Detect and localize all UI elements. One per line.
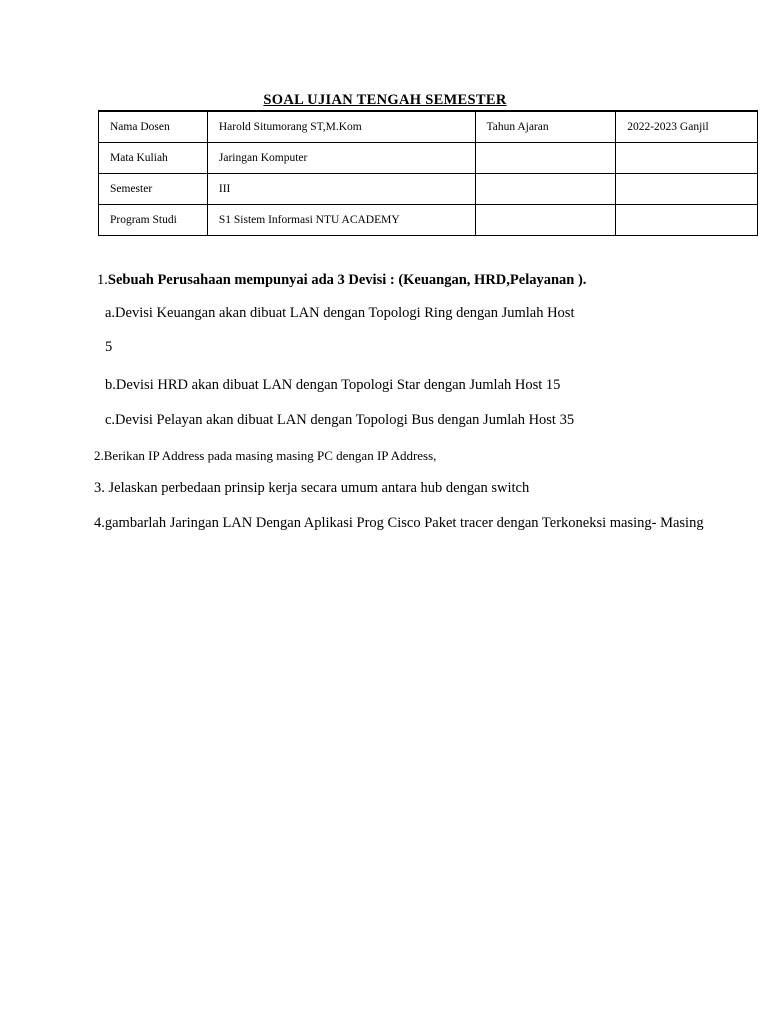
- question-4: 4.gambarlah Jaringan LAN Dengan Aplikasi Prog Cisco Paket tracer dengan Terkoneksi masing- Masing: [94, 515, 704, 531]
- table-row: [99, 111, 758, 142]
- question-3: 3. Jelaskan perbedaan prinsip kerja secara umum antara hub dengan switch: [94, 480, 530, 496]
- question-1a: a.Devisi Keuangan akan dibuat LAN dengan Topologi Ring dengan Jumlah Host: [105, 305, 575, 321]
- table-cell: [616, 173, 758, 204]
- table-cell: [616, 142, 758, 173]
- table-cell: III: [207, 173, 475, 204]
- question-1c: c.Devisi Pelayan akan dibuat LAN dengan Topologi Bus dengan Jumlah Host 35: [105, 412, 575, 428]
- question-1a-continuation: 5: [105, 339, 113, 355]
- table-cell: [616, 204, 758, 235]
- table-cell: [475, 173, 616, 204]
- table-cell: S1 Sistem Informasi NTU ACADEMY: [207, 204, 475, 235]
- question-1-text: Sebuah Perusahaan mempunyai ada 3 Devisi : (Keuangan, HRD,Pelayanan ).: [107, 272, 587, 288]
- question-1b: b.Devisi HRD akan dibuat LAN dengan Topologi Star dengan Jumlah Host 15: [105, 377, 561, 393]
- table-cell: Nama Dosen: [99, 111, 208, 142]
- table-cell: Tahun Ajaran: [475, 111, 616, 142]
- table-cell: 2022-2023 Ganjil: [616, 111, 758, 142]
- table-cell: Jaringan Komputer: [207, 142, 475, 173]
- table-cell: Mata Kuliah: [99, 142, 208, 173]
- question-2: 2.Berikan IP Address pada masing masing PC dengan IP Address,: [94, 448, 437, 463]
- table-cell: [475, 204, 616, 235]
- question-1-number: 1.: [97, 272, 108, 288]
- table-cell: Program Studi: [99, 204, 208, 235]
- question-1: [97, 272, 586, 289]
- table-row: [99, 142, 758, 173]
- table-cell: Harold Situmorang ST,M.Kom: [207, 111, 475, 142]
- table-row: [99, 204, 758, 235]
- table-row: [99, 173, 758, 204]
- exam-info-table: [98, 110, 758, 236]
- table-cell: [475, 142, 616, 173]
- table-cell: Semester: [99, 173, 208, 204]
- document-title: SOAL UJIAN TENGAH SEMESTER: [263, 92, 507, 108]
